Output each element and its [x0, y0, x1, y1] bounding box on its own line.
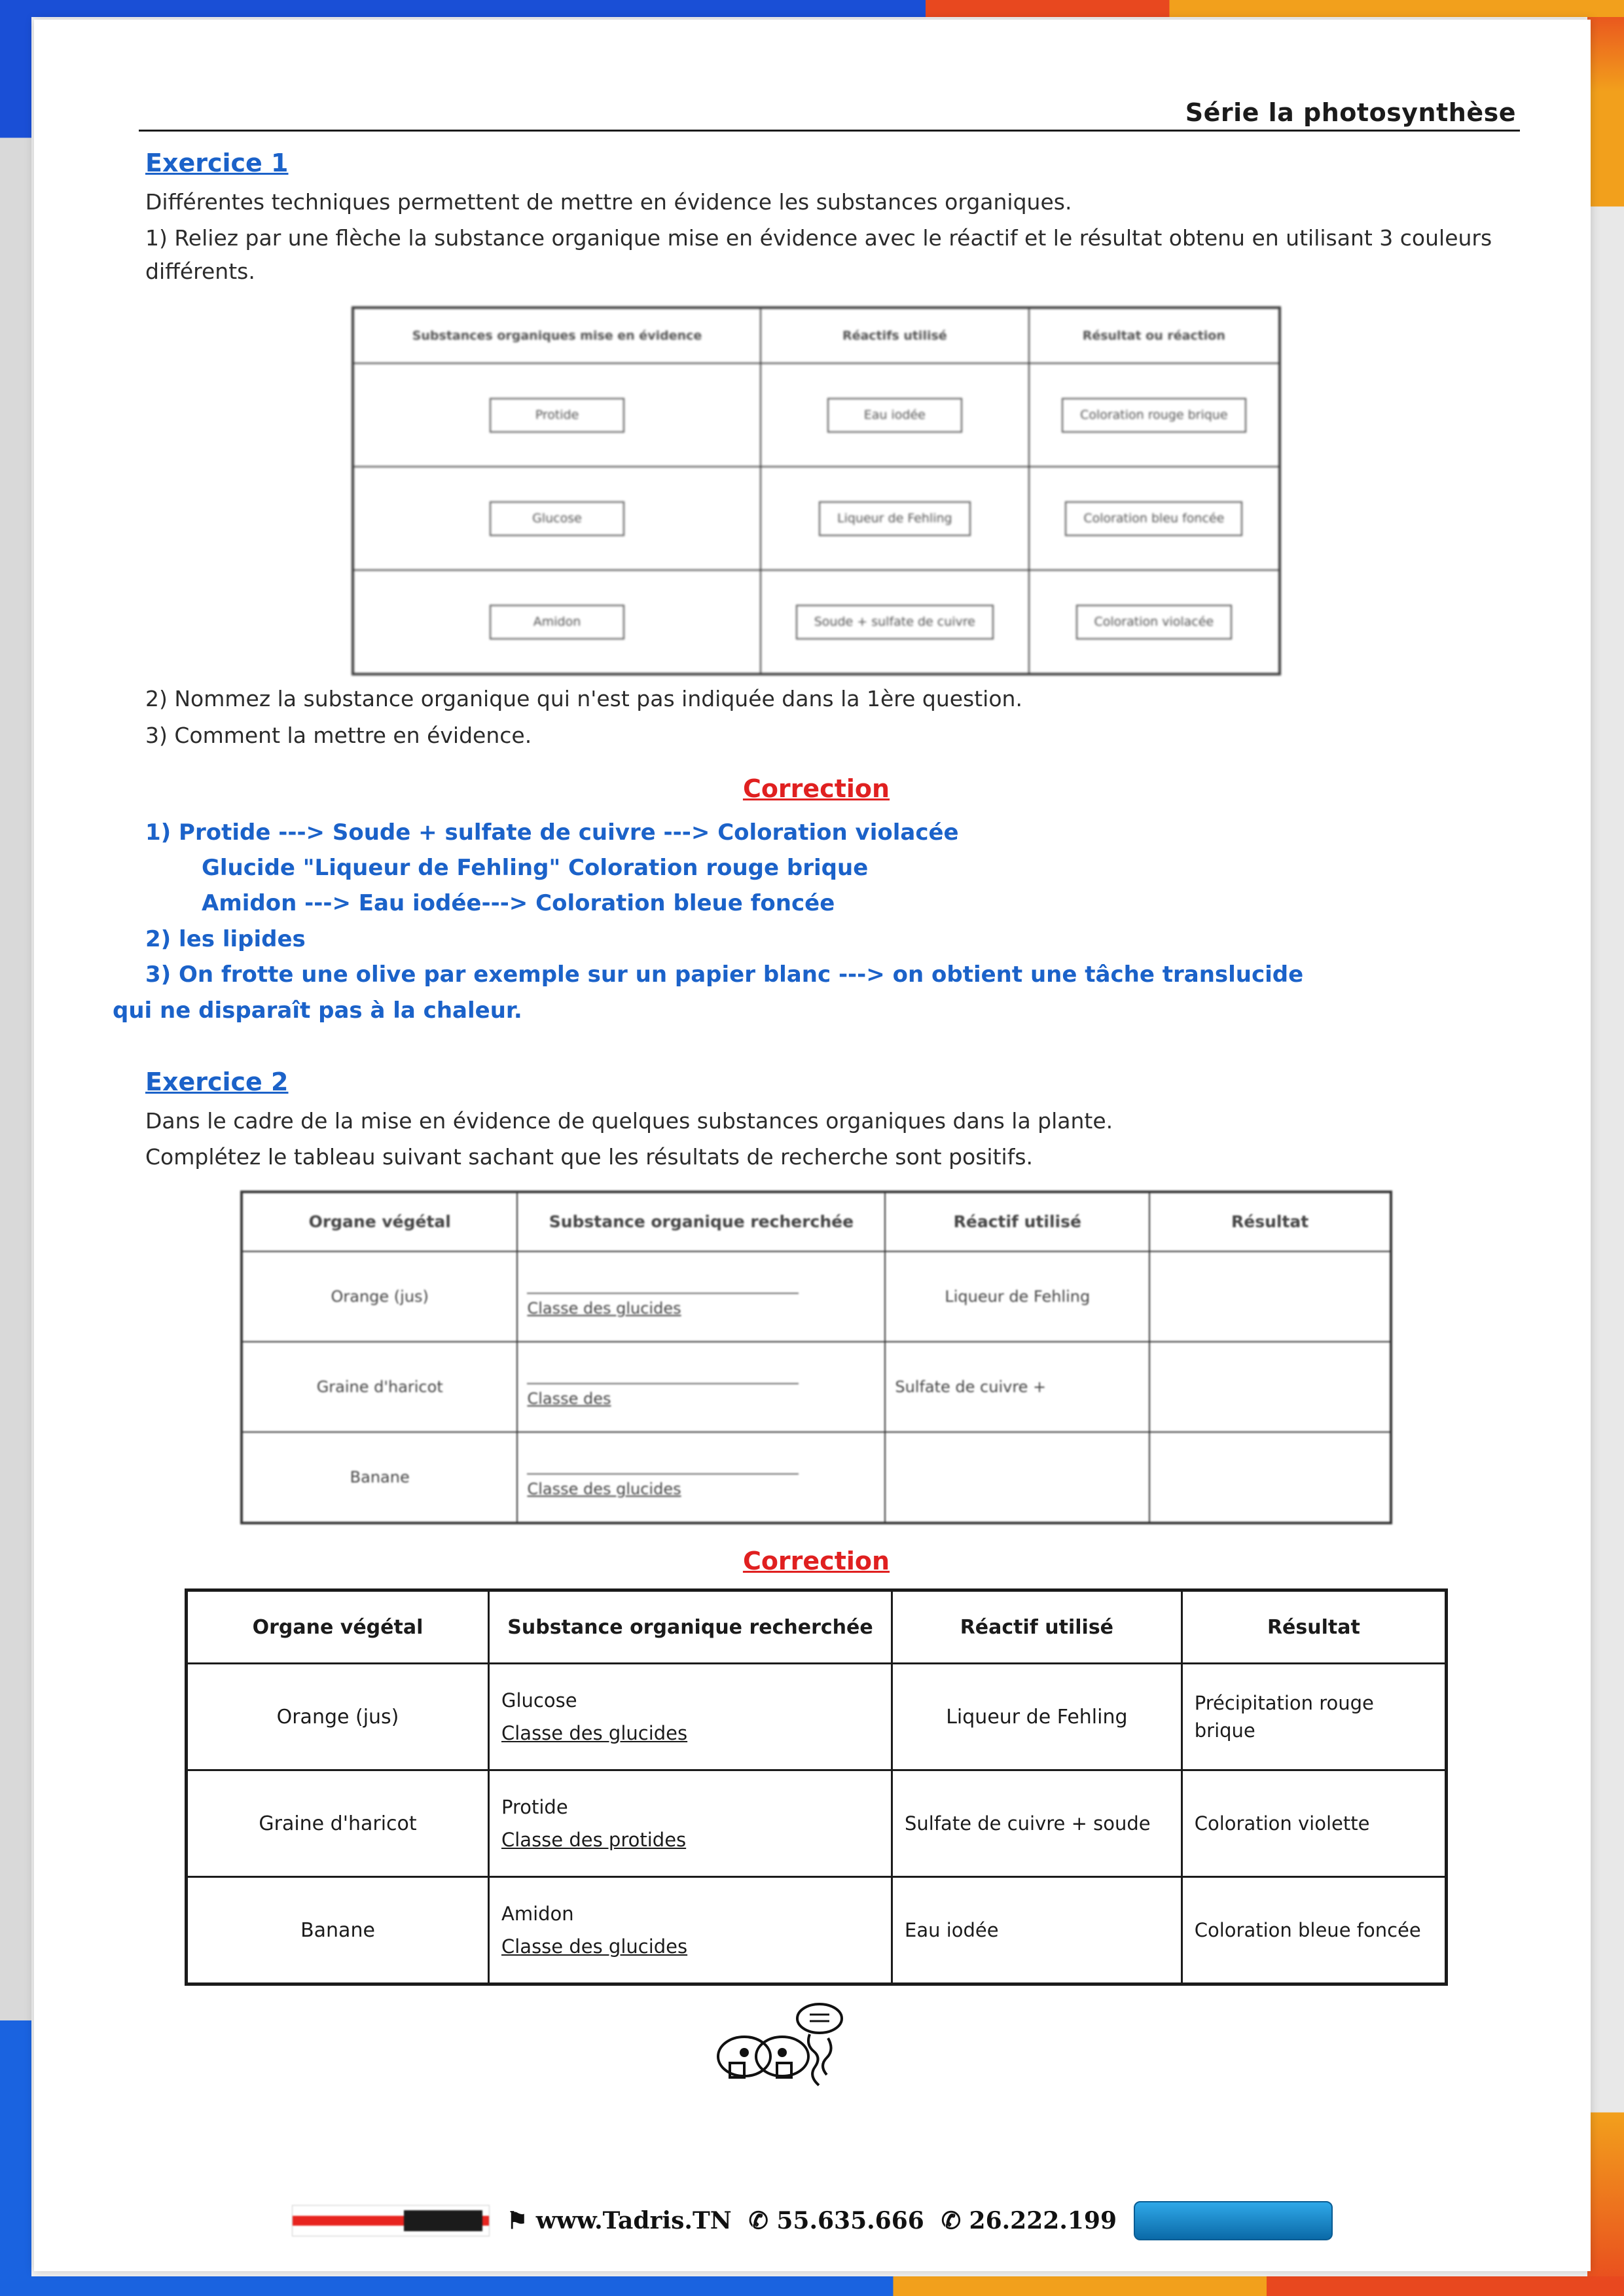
table-header-cell: Substances organiques mise en évidence	[353, 308, 761, 363]
exercise-2-table-wrap	[113, 1191, 1520, 1524]
exercise-2-intro-2: Complétez le tableau suivant sachant que les résultats de recherche sont positifs.	[145, 1144, 1034, 1170]
table-header-row	[187, 1590, 1447, 1664]
footer-badge	[1134, 2201, 1333, 2240]
substance-class-label: Classe des glucides	[527, 1299, 681, 1318]
document-page	[34, 20, 1591, 2271]
table-header-row	[353, 308, 1280, 363]
table-cell	[353, 467, 761, 570]
table-cell-resultat: Précipitation rouge brique	[1182, 1664, 1446, 1770]
substance-name: Glucose	[501, 1689, 577, 1712]
chip-label: Liqueur de Fehling	[819, 501, 971, 536]
exercise-1-question-3: 3) Comment la mettre en évidence.	[145, 722, 532, 748]
decorative-top-edge	[0, 0, 1624, 17]
exercise-1-intro: Différentes techniques permettent de mettre en évidence les substances organiques.	[145, 189, 1072, 215]
exercise-2-correction-table	[185, 1588, 1448, 1986]
footer-phone-2: ✆ 26.222.199	[941, 2207, 1117, 2234]
table-cell	[761, 467, 1029, 570]
document-body	[113, 98, 1520, 2111]
correction-line-1b	[145, 850, 1520, 886]
correction-line-3b: qui ne disparaît pas à la chaleur.	[113, 997, 522, 1024]
substance-class-label: Classe des glucides	[501, 1722, 688, 1745]
footer-phone-1: ✆ 55.635.666	[748, 2207, 924, 2234]
table-row	[187, 1664, 1447, 1770]
answer-blank	[527, 1366, 799, 1384]
doodle-illustration	[113, 2000, 1520, 2111]
exercise-1-heading: Exercice 1	[145, 149, 289, 177]
page-footer	[34, 2193, 1591, 2249]
decorative-left-edge	[0, 0, 31, 2296]
table-cell	[1029, 467, 1280, 570]
substance-name: Amidon	[501, 1903, 574, 1926]
table-cell-reactif: Sulfate de cuivre + soude	[892, 1770, 1182, 1877]
thinking-sheep-doodle-icon	[679, 2000, 954, 2111]
table-cell-reactif: Eau iodée	[892, 1877, 1182, 1984]
table-cell-substance	[517, 1432, 885, 1523]
table-row	[187, 1770, 1447, 1877]
correction-line-1b-text: Glucide "Liqueur de Fehling" Coloration rouge brique	[202, 855, 869, 882]
table-cell-substance	[489, 1770, 892, 1877]
table-cell	[1029, 570, 1280, 674]
chip-label: Glucose	[490, 501, 624, 536]
table-cell	[1029, 363, 1280, 467]
chip-label: Soude + sulfate de cuivre	[796, 605, 994, 639]
table-header-cell: Organe végétal	[242, 1192, 517, 1251]
table-cell-reactif: Liqueur de Fehling	[892, 1664, 1182, 1770]
answer-blank	[527, 1456, 799, 1475]
substance-name: Protide	[501, 1796, 568, 1819]
table-cell-substance	[517, 1342, 885, 1432]
table-header-cell: Organe végétal	[187, 1590, 489, 1664]
correction-line-1: 1) Protide ---> Soude + sulfate de cuivre ---> Coloration violacée	[145, 819, 959, 846]
correction-line-3: 3) On frotte une olive par exemple sur un papier blanc ---> on obtient une tâche translucide	[145, 961, 1304, 988]
table-row	[353, 570, 1280, 674]
table-header-cell: Substance organique recherchée	[517, 1192, 885, 1251]
table-header-cell: Résultat	[1182, 1590, 1446, 1664]
page-title: Série la photosynthèse	[1185, 98, 1516, 127]
decorative-bottom-edge	[0, 2276, 1624, 2296]
exercise-1-question-2: 2) Nommez la substance organique qui n'est pas indiquée dans la 1ère question.	[145, 686, 1022, 712]
chip-label: Amidon	[490, 605, 624, 639]
table-row	[242, 1432, 1391, 1523]
chip-label: Coloration violacée	[1076, 605, 1233, 639]
table-cell-substance	[489, 1664, 892, 1770]
table-header-cell: Réactif utilisé	[892, 1590, 1182, 1664]
table-header-row	[242, 1192, 1391, 1251]
substance-class-label: Classe des glucides	[527, 1480, 681, 1499]
substance-class-label: Classe des	[527, 1390, 611, 1408]
table-cell	[353, 363, 761, 467]
chip-label: Eau iodée	[827, 398, 962, 433]
table-cell-organe: Orange (jus)	[187, 1664, 489, 1770]
table-cell-resultat: Coloration violette	[1182, 1770, 1446, 1877]
exercise-2-heading: Exercice 2	[145, 1067, 289, 1097]
table-cell-organe: Graine d'haricot	[187, 1770, 489, 1877]
correction-line-1c	[145, 886, 1520, 921]
decorative-right-edge	[1587, 0, 1624, 2296]
correction-line-2: 2) les lipides	[145, 925, 306, 952]
table-cell	[761, 363, 1029, 467]
table-cell	[761, 570, 1029, 674]
flag-graphic	[292, 2205, 490, 2236]
table-row	[242, 1251, 1391, 1342]
table-cell-resultat: Coloration bleue foncée	[1182, 1877, 1446, 1984]
table-row	[353, 467, 1280, 570]
exercise-2-correction-title: Correction	[742, 1547, 890, 1576]
table-header-cell: Résultat	[1149, 1192, 1391, 1251]
exercise-2-intro-1: Dans le cadre de la mise en évidence de quelques substances organiques dans la plante.	[145, 1108, 1113, 1134]
table-header-cell: Substance organique recherchée	[489, 1590, 892, 1664]
table-cell-organe: Banane	[242, 1432, 517, 1523]
table-cell-substance	[517, 1251, 885, 1342]
chip-label: Coloration rouge brique	[1062, 398, 1246, 433]
table-row	[242, 1342, 1391, 1432]
table-row	[353, 363, 1280, 467]
title-divider	[139, 130, 1520, 132]
answer-blank	[527, 1276, 799, 1294]
table-cell-reactif: Liqueur de Fehling	[885, 1251, 1149, 1342]
table-cell-organe: Banane	[187, 1877, 489, 1984]
table-cell-organe: Graine d'haricot	[242, 1342, 517, 1432]
exercise-1-correction-title: Correction	[742, 774, 890, 803]
table-cell-reactif: Sulfate de cuivre +	[885, 1342, 1149, 1432]
exercise-2-correction-table-wrap	[113, 1588, 1520, 1986]
table-cell-resultat	[1149, 1432, 1391, 1523]
table-cell-resultat	[1149, 1342, 1391, 1432]
substance-class-label: Classe des protides	[501, 1829, 687, 1852]
table-cell	[353, 570, 761, 674]
table-cell-reactif	[885, 1432, 1149, 1523]
exercise-1-table	[352, 306, 1281, 675]
substance-class-label: Classe des glucides	[501, 1935, 688, 1958]
chip-label: Protide	[490, 398, 624, 433]
footer-website[interactable]: ⚑ www.Tadris.TN	[506, 2207, 732, 2234]
table-cell-organe: Orange (jus)	[242, 1251, 517, 1342]
table-header-cell: Réactifs utilisé	[761, 308, 1029, 363]
chip-label: Coloration bleu foncée	[1065, 501, 1242, 536]
table-header-cell: Réactif utilisé	[885, 1192, 1149, 1251]
table-cell-resultat	[1149, 1251, 1391, 1342]
exercise-2-table	[240, 1191, 1392, 1524]
table-row	[187, 1877, 1447, 1984]
exercise-1-table-wrap	[113, 306, 1520, 675]
exercise-1-question-1: 1) Reliez par une flèche la substance organique mise en évidence avec le réactif et le résultat obtenu en utilisant 3 couleurs différents.	[145, 225, 1492, 285]
table-cell-substance	[489, 1877, 892, 1984]
correction-line-1c-text: Amidon ---> Eau iodée---> Coloration bleue foncée	[202, 890, 835, 917]
table-header-cell: Résultat ou réaction	[1029, 308, 1280, 363]
